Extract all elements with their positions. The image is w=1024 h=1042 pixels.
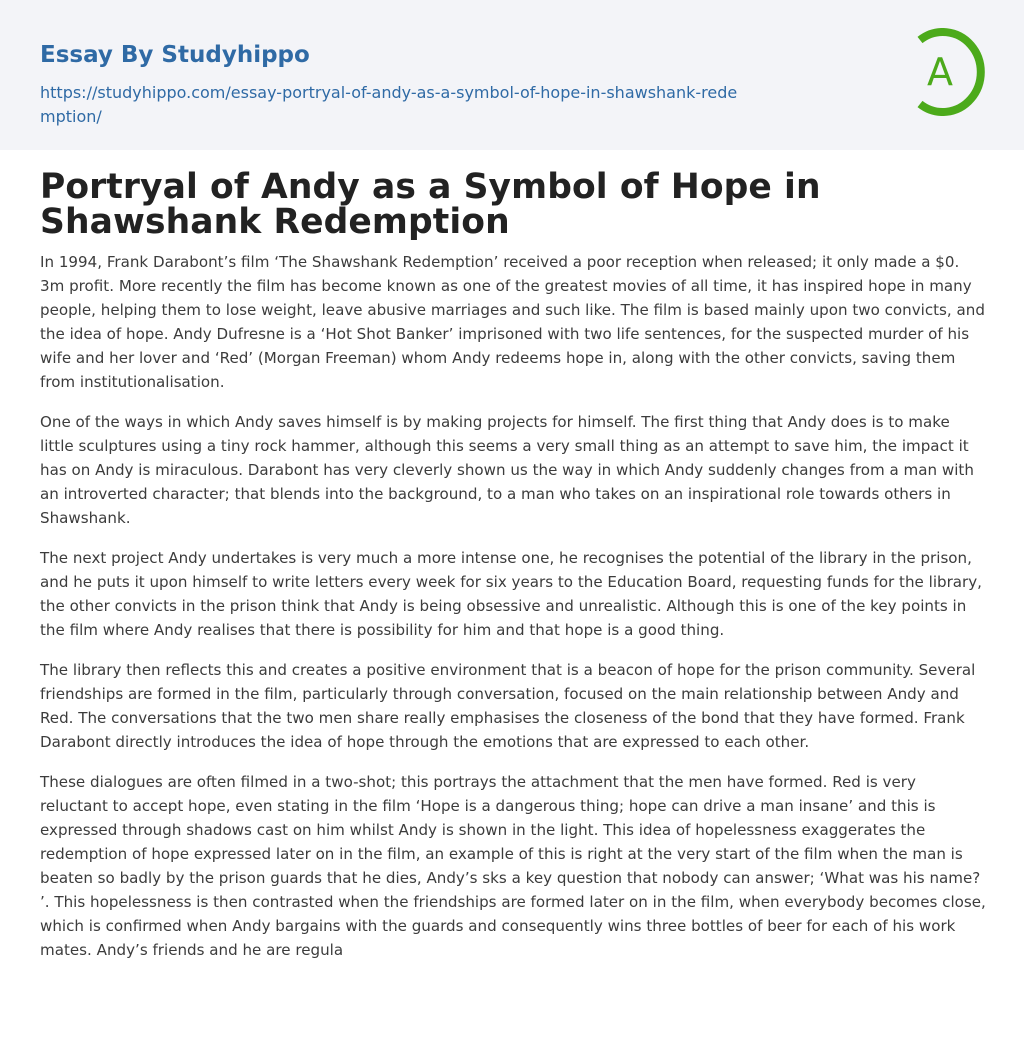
essay-url-link[interactable]: https://studyhippo.com/essay-portryal-of-andy-as-a-symbol-of-hope-in-shawshank-redemption/	[40, 83, 738, 126]
essay-paragraph: The library then reflects this and creates a positive environment that is a beacon of hope for the prison community. Several friendships are formed in the film, particularly through conversation, focused on the main relationship between Andy and Red. The conversations that the two men share really emphasises the closeness of the bond that they have formed. Frank Darabont directly introduces the idea of hope through the emotions that are expressed to each other.	[40, 661, 976, 751]
essay-paragraph: These dialogues are often filmed in a two-shot; this portrays the attachment that the men have formed. Red is very reluctant to accept hope, even stating in the film ‘Hope is a dangerous thing; hope can drive a man insane’ and this is expressed through shadows cast on him whilst Andy is shown in the light. This idea of hopelessness exaggerates the redemption of hope expressed later on in the film, an example of this is right at the very start of the film when the man is beaten so badly by the prison guards that he dies, Andy’s sks a key question that nobody can answer; ‘What was his name? ’. This hopelessness is then contrasted when the friendships are formed later on in the film, when everybody becomes close, which is confirmed when Andy bargains with the guards and consequently wins three bottles of beer for each of his work mates. Andy’s friends and he are regula	[40, 773, 986, 959]
essay-paragraph: One of the ways in which Andy saves himself is by making projects for himself. The first thing that Andy does is to make little sculptures using a tiny rock hammer, although this seems a very small thing as an attempt to save him, the impact it has on Andy is miraculous. Darabont has very cleverly shown us the way in which Andy suddenly changes from a man with an introverted character; that blends into the background, to a man who takes on an inspirational role towards others in Shawshank.	[40, 413, 974, 527]
site-header	[0, 0, 1024, 150]
essay-paragraph: In 1994, Frank Darabont’s film ‘The Shawshank Redemption’ received a poor reception when released; it only made a $0. 3m profit. More recently the film has become known as one of the greatest movies of all time, it has inspired hope in many people, helping them to lose weight, leave abusive marriages and such like. The film is based mainly upon two convicts, and the idea of hope. Andy Dufresne is a ‘Hot Shot Banker’ imprisoned with two life sentences, for the suspected murder of his wife and her lover and ‘Red’ (Morgan Freeman) whom Andy redeems hope in, along with the other convicts, saving them from institutionalisation.	[40, 253, 985, 391]
studyhippo-a-logo-icon[interactable]	[906, 28, 988, 116]
essay-title: Portryal of Andy as a Symbol of Hope in Shawshank Redemption	[40, 167, 821, 242]
logo-letter: A	[927, 50, 953, 94]
essay-paragraph: The next project Andy undertakes is very much a more intense one, he recognises the potential of the library in the prison, and he puts it upon himself to write letters every week for six years to the Education Board, requesting funds for the library, the other convicts in the prison think that Andy is being obsessive and unrealistic. Although this is one of the key points in the film where Andy realises that there is possibility for him and that hope is a good thing.	[40, 549, 982, 639]
essay-content	[40, 167, 986, 978]
site-brand[interactable]: Essay By Studyhippo	[40, 42, 310, 68]
